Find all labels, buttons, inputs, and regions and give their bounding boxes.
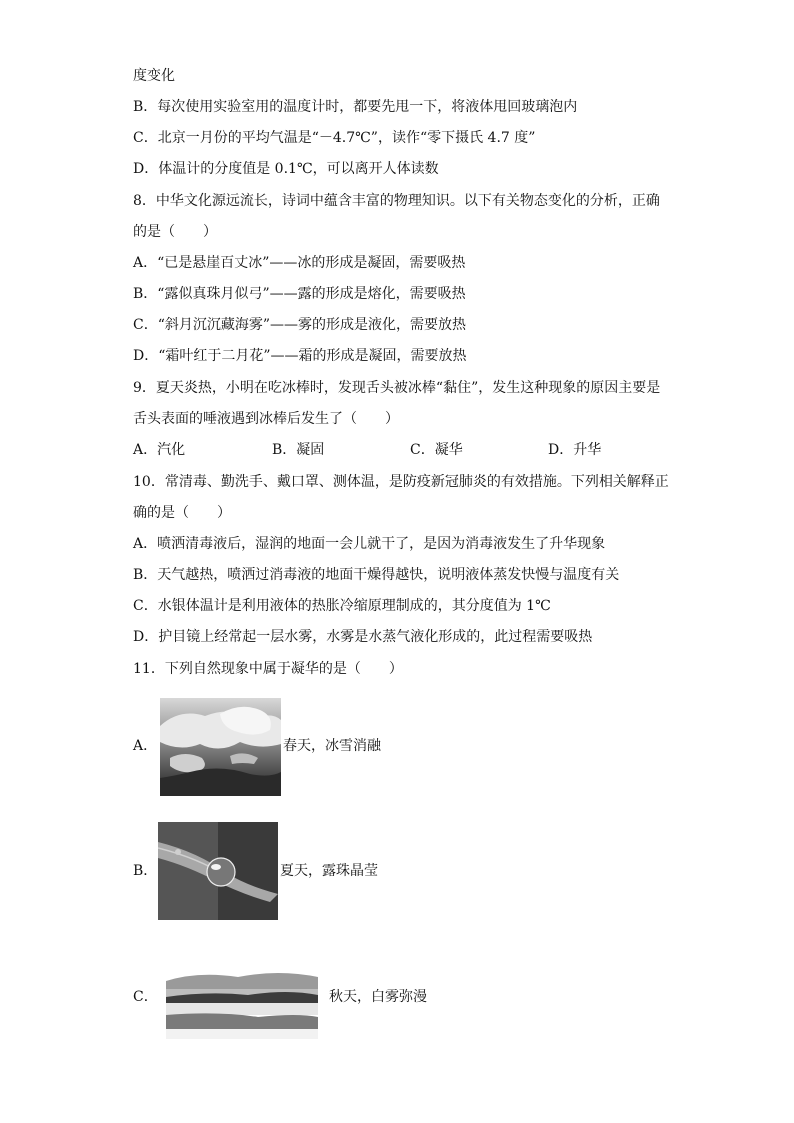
q9-option-c: C．凝华 [410, 442, 463, 458]
option-line: B．“露似真珠月似弓”——露的形成是熔化，需要吸热 [133, 286, 466, 302]
q11-option-a-label: A． [133, 738, 158, 754]
text-line: B．每次使用实验室用的温度计时，都要先甩一下，将液体甩回玻璃泡内 [133, 99, 578, 115]
question-9-stem: 9．夏天炎热，小明在吃冰棒时，发现舌头被冰棒“黏住”，发生这种现象的原因主要是 [133, 380, 661, 396]
option-line: C．水银体温计是利用液体的热胀冷缩原理制成的，其分度值为 1℃ [133, 598, 551, 614]
question-8-stem: 8．中华文化源远流长，诗词中蕴含丰富的物理知识。以下有关物态变化的分析，正确 [133, 193, 660, 209]
q9-option-d: D．升华 [548, 442, 602, 458]
q11-option-a-text: 春天，冰雪消融 [283, 738, 381, 754]
question-11-stem: 11．下列自然现象中属于凝华的是（ ） [133, 661, 403, 677]
text-line: C．北京一月份的平均气温是“－4.7℃”，读作“零下摄氏 4.7 度” [133, 130, 536, 146]
ice-melting-photo [160, 698, 281, 796]
q11-option-b-text: 夏天，露珠晶莹 [280, 863, 378, 879]
option-line: B．天气越热，喷洒过消毒液的地面干燥得越快，说明液体蒸发快慢与温度有关 [133, 567, 620, 583]
dewdrop-photo [158, 822, 278, 920]
text-line: 度变化 [133, 68, 175, 84]
q9-option-b: B．凝固 [272, 442, 325, 458]
text-line: D．体温计的分度值是 0.1℃，可以离开人体读数 [133, 161, 439, 177]
q11-option-b-label: B． [133, 863, 158, 879]
question-10-stem: 10．常清毒、勤洗手、戴口罩、测体温，是防疫新冠肺炎的有效措施。下列相关解释正 [133, 474, 669, 490]
option-line: A．喷洒清毒液后，湿润的地面一会儿就干了，是因为消毒液发生了升华现象 [133, 536, 606, 552]
fog-photo [158, 943, 325, 1046]
option-line: D．护目镜上经常起一层水雾，水雾是水蒸气液化形成的，此过程需要吸热 [133, 629, 593, 645]
q11-option-c-text: 秋天，白雾弥漫 [329, 989, 427, 1005]
q11-option-c-label: C． [133, 989, 158, 1005]
option-line: A．“已是悬崖百丈冰”——冰的形成是凝固，需要吸热 [133, 255, 466, 271]
text-line: 的是（ ） [133, 224, 217, 240]
text-line: 舌头表面的唾液遇到冰棒后发生了（ ） [133, 411, 399, 427]
q9-option-a: A．汽化 [133, 442, 186, 458]
option-line: C．“斜月沉沉藏海雾”——雾的形成是液化，需要放热 [133, 317, 467, 333]
option-line: D．“霜叶红于二月花”——霜的形成是凝固，需要放热 [133, 348, 467, 364]
text-line: 确的是（ ） [133, 505, 231, 521]
